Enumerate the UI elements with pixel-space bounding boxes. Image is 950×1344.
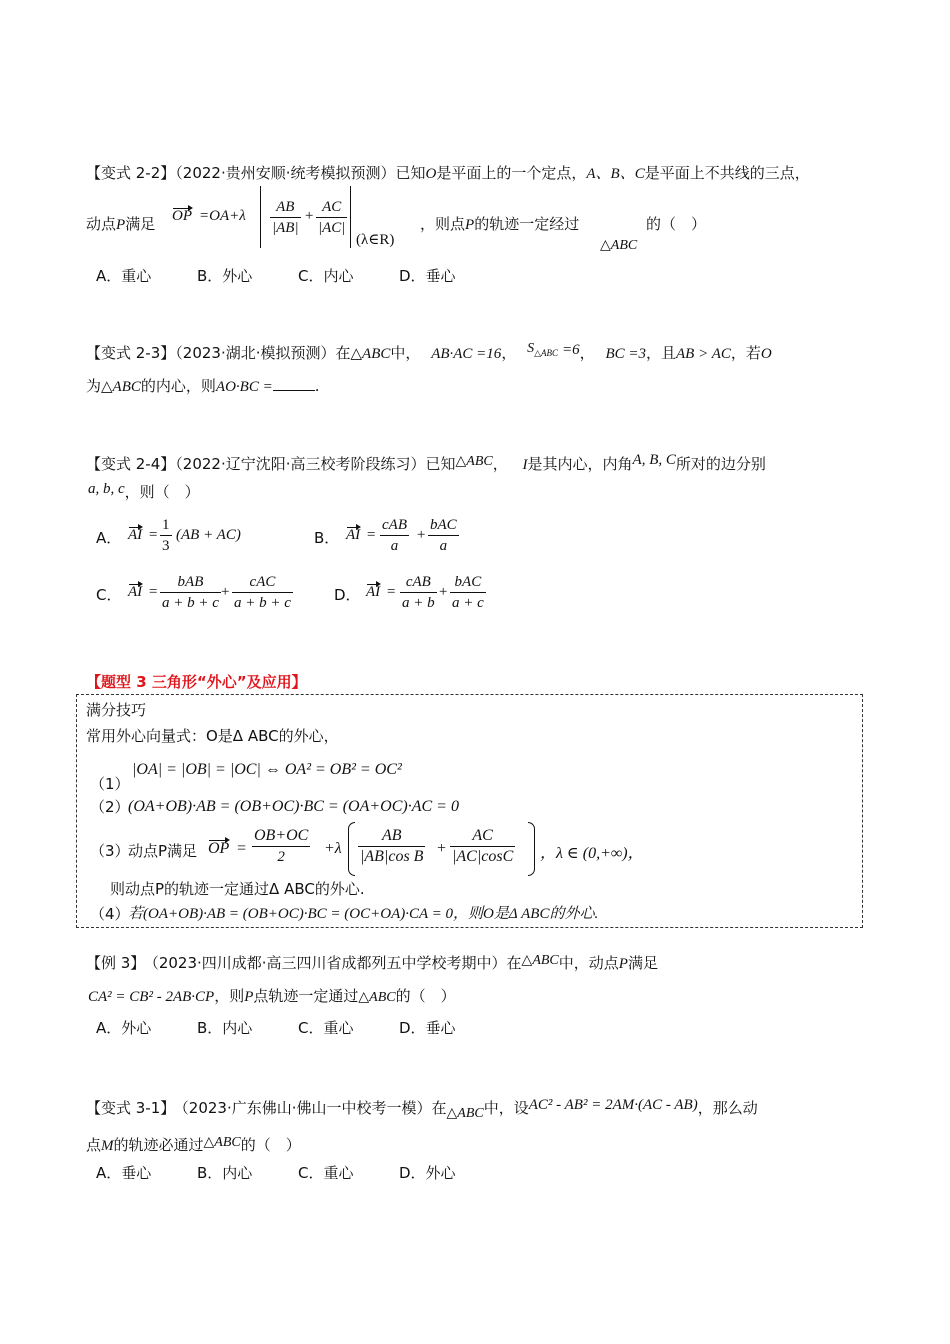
- v22-lambda-cond: (λ∈R): [356, 232, 395, 248]
- v31-var-m: M: [101, 1138, 114, 1154]
- v22-plus: +: [304, 208, 315, 224]
- v23-text5: 为: [86, 377, 102, 395]
- v24-optb-frac1: [380, 515, 409, 556]
- v24-optd-f2d: a + c: [452, 595, 484, 611]
- ex3-text3: 满足: [627, 954, 658, 972]
- v24-opta-den: 3: [162, 538, 170, 554]
- v22-text2: 是平面上的一个定点，: [436, 164, 587, 182]
- v31-source: （2023·广东佛山·佛山一中校考一模）: [181, 1099, 432, 1117]
- v23-triangle: △ABC: [350, 346, 391, 362]
- v22-option-a: A．重心: [96, 267, 152, 285]
- v24-line1: 【变式 2-4】（2022·辽宁沈阳·高三校考阶段练习）已知△ABC， I是其内心，内角A, B, C所对的边分别: [86, 452, 766, 473]
- v22-paren-right: [350, 186, 353, 248]
- v22-text8: 的（ ）: [646, 215, 707, 233]
- v31-text4: 点: [86, 1136, 102, 1154]
- t3-i3-frac2: [358, 826, 425, 867]
- t3-intro: 常用外心向量式：O是Δ ABC的外心，: [86, 727, 339, 745]
- v22-source: （2022·贵州安顺·统考模拟预测）: [175, 164, 396, 182]
- v22-formula-eq: =OA+λ: [199, 208, 246, 224]
- v22-line2: [86, 214, 155, 235]
- v22-text3: 是平面上不共线的三点，: [644, 164, 810, 182]
- v24-optd-f1d: a + b: [402, 595, 435, 611]
- v31-option-c: C．重心: [298, 1164, 354, 1182]
- v24-label: 【变式 2-4】: [86, 455, 176, 473]
- v24-optc-f1d: a + b + c: [162, 595, 219, 611]
- v22-option-b: B．外心: [197, 267, 253, 285]
- t3-i4-expr: 若(OA+OB)·AB = (OB+OC)·BC = (OC+OA)·CA = 0，则O是Δ ABC的外心.: [128, 906, 599, 922]
- ex3-triangle: △ABC: [521, 953, 559, 968]
- v24-text2: 是其内心，内角: [527, 455, 633, 473]
- v23-text6: 的内心，则: [140, 377, 216, 395]
- t3-box-title: 满分技巧: [86, 701, 147, 719]
- v24-opta-eq: =: [148, 527, 159, 543]
- ex3-text4: ，则: [214, 987, 245, 1005]
- v22-var-p2: P: [465, 217, 475, 233]
- v24-optb-lhs: AI: [346, 527, 361, 543]
- v22-option-c: C．内心: [298, 267, 354, 285]
- v22-frac2-num: AC: [316, 197, 347, 218]
- v22-frac1-den: |AB|: [272, 220, 299, 236]
- t3-i3-line2: 则动点P的轨迹一定通过Δ ABC的外心.: [110, 880, 365, 898]
- v23-dot-expr: AB·AC =16: [431, 346, 502, 362]
- v22-label: 【变式 2-2】: [86, 164, 176, 182]
- v31-option-a: A．垂心: [96, 1164, 152, 1182]
- v22-var-p: P: [116, 217, 126, 233]
- v24-optd-lhs: AI: [366, 584, 381, 600]
- v24-optc-f1n: bAB: [160, 572, 221, 593]
- ex3-line2: [88, 986, 456, 1008]
- v24-opta-lhs: AI: [128, 527, 143, 543]
- v24-optd-label: D．: [334, 586, 361, 604]
- v22-text5: 满足: [125, 215, 156, 233]
- v24-optc-frac1: [160, 572, 221, 613]
- v22-text7: 的轨迹一定经过: [474, 215, 580, 233]
- v24-optd-f2n: bAC: [450, 572, 486, 593]
- v24-optd-frac1: [400, 572, 437, 613]
- v23-line1: 【变式 2-3】（2023·湖北·模拟预测）在△ABC中， AB·AC =16， S△ABC =6， BC =3，且AB > AC，若O: [86, 341, 772, 362]
- v24-optb-f1d: a: [390, 538, 399, 554]
- v31-option-b: B．内心: [197, 1164, 253, 1182]
- v24-optc-frac2: [232, 572, 293, 613]
- v24-sides: a, b, c: [88, 481, 125, 497]
- v22-paren-left: [260, 186, 263, 248]
- v24-text4: ，则（ ）: [124, 483, 200, 501]
- v31-text1: 在: [431, 1099, 447, 1117]
- ex3-option-c: C．重心: [298, 1019, 354, 1037]
- v24-text1: 已知: [425, 455, 456, 473]
- t3-i3-f2n: AB: [358, 826, 425, 847]
- ex3-label: 【例 3】: [86, 954, 146, 972]
- v31-line2: [86, 1135, 301, 1157]
- v24-optb-f2d: a: [439, 538, 448, 554]
- v24-optc-f2n: cAC: [232, 572, 293, 593]
- v22-option-d: D．垂心: [399, 267, 456, 285]
- ex3-var-p: P: [618, 956, 628, 972]
- t3-i3-paren-left: [348, 822, 355, 876]
- v22-text1: 已知: [395, 164, 426, 182]
- t3-i3-f3n: AC: [450, 826, 515, 847]
- v31-text5: 的轨迹必通过: [113, 1136, 204, 1154]
- ex3-var-p2: P: [244, 989, 254, 1005]
- v24-optb-label: B．: [314, 529, 340, 547]
- v31-label: 【变式 3-1】: [86, 1099, 176, 1117]
- v31-expr: AC² - AB² = 2AM·(AC - AB): [528, 1097, 698, 1113]
- v31-line1: [86, 1098, 758, 1120]
- ex3-line1: [86, 953, 658, 975]
- ex3-option-b: B．内心: [197, 1019, 253, 1037]
- t3-i4-label: （4）: [90, 905, 130, 923]
- v22-frac1: [270, 197, 301, 238]
- v24-source: （2022·辽宁沈阳·高三校考阶段练习）: [175, 455, 426, 473]
- v24-opta-frac: [160, 515, 172, 556]
- t3-i2-expr: (OA+OB)·AB = (OB+OC)·BC = (OA+OC)·AC = 0: [128, 798, 459, 815]
- t3-i3-frac3: [450, 826, 515, 867]
- v31-text6: 的（ ）: [240, 1136, 301, 1154]
- v24-triangle: △ABC: [455, 454, 493, 469]
- v23-text3: ，且: [646, 344, 677, 362]
- t3-title: 【题型 3 三角形“外心”及应用】: [86, 673, 307, 691]
- v24-optb-frac2: [428, 515, 459, 556]
- t3-i2-label: （2）: [90, 798, 130, 816]
- v24-angles: A, B, C: [632, 452, 676, 468]
- v23-label: 【变式 2-3】: [86, 344, 176, 362]
- v22-frac2: [316, 197, 347, 238]
- v22-var-abc: A、B、C: [586, 166, 645, 182]
- v22-triangle: △ABC: [600, 238, 638, 253]
- v23-source: （2023·湖北·模拟预测）: [175, 344, 336, 362]
- t3-i1-expr: |OA| = |OB| = |OC| ⇔ OA² = OB² = OC²: [132, 761, 402, 778]
- v23-triangle2: △ABC: [101, 379, 141, 395]
- t3-i3-eq: =: [236, 840, 247, 857]
- ex3-text5: 点轨迹一定通过: [253, 987, 359, 1005]
- v23-answer-blank[interactable]: [273, 376, 315, 391]
- v24-optc-label: C．: [96, 586, 122, 604]
- t3-i3-text: 动点P满足: [128, 842, 198, 860]
- v24-optd-frac2: [450, 572, 486, 613]
- v22-var-o: O: [425, 166, 437, 182]
- v22-frac1-num: AB: [270, 197, 301, 218]
- v23-area-val: =6: [562, 342, 580, 358]
- t3-i3-f3d: |AC|cosC: [452, 848, 514, 865]
- v31-option-d: D．外心: [399, 1164, 456, 1182]
- v23-text4: ，若: [730, 344, 761, 362]
- v24-line2: [88, 482, 200, 503]
- v24-text3: 所对的边分别: [675, 455, 766, 473]
- t3-i3-paren-right: [528, 822, 535, 876]
- v24-optb-f1n: cAB: [380, 515, 409, 536]
- v23-var-o: O: [760, 346, 772, 362]
- v24-optc-f2d: a + b + c: [234, 595, 291, 611]
- v23-text2: 中，: [390, 344, 421, 362]
- v31-text3: ，那么动: [697, 1099, 758, 1117]
- ex3-source: （2023·四川成都·高三四川省成都列五中学校考期中）: [151, 954, 507, 972]
- v31-triangle2: △ABC: [203, 1135, 241, 1150]
- ex3-text6: 的（ ）: [395, 987, 456, 1005]
- ex3-option-a: A．外心: [96, 1019, 152, 1037]
- v22-line2b: [420, 214, 579, 235]
- v23-line2: [86, 376, 319, 397]
- v23-ask: AO·BC =: [215, 379, 273, 395]
- ex3-text2: 中，动点: [558, 954, 619, 972]
- ex3-expr: CA² = CB² - 2AB·CP: [88, 989, 215, 1005]
- v24-optc-lhs: AI: [128, 584, 143, 600]
- v23-bc: BC =3: [605, 346, 646, 362]
- v23-area-s: S: [527, 341, 535, 356]
- v23-text1: 在: [335, 344, 351, 362]
- v23-end: .: [314, 377, 320, 395]
- ex3-option-d: D．垂心: [399, 1019, 456, 1037]
- v31-triangle: △ABC: [446, 1106, 484, 1121]
- v22-text6: ，则点: [420, 215, 466, 233]
- t3-i3-f1n: OB+OC: [252, 826, 310, 847]
- v24-opta-num: 1: [160, 515, 172, 536]
- v22-frac2-den: |AC|: [318, 220, 346, 236]
- v23-area-sub: △ABC: [534, 348, 559, 358]
- v24-optd-f1n: cAB: [400, 572, 437, 593]
- v22-formula-op: OP: [172, 208, 192, 224]
- v24-var-i: I: [522, 457, 528, 473]
- v24-opta-label: A．: [96, 529, 122, 547]
- t3-i3-label: （3）: [90, 842, 130, 860]
- v22-text4: 动点: [86, 215, 117, 233]
- t3-i1-label: （1）: [90, 775, 130, 793]
- v24-opta-rest: (AB + AC): [176, 527, 241, 543]
- t3-i3-f2d: |AB|cos B: [360, 848, 424, 865]
- v22-line1: [86, 163, 810, 184]
- ex3-text1: 在: [506, 954, 522, 972]
- t3-i3-cond: ，λ ∈ (0,+∞)，: [540, 845, 644, 862]
- v24-optb-f2n: bAC: [428, 515, 459, 536]
- v23-ineq: AB > AC: [676, 346, 731, 362]
- t3-i3-frac1: [252, 826, 310, 867]
- t3-i3-lhs: OP: [208, 840, 230, 857]
- t3-i3-plus: +λ: [324, 840, 342, 857]
- v31-text2: 中，设: [483, 1099, 529, 1117]
- t3-i3-f1d: 2: [277, 849, 285, 865]
- ex3-triangle2: △ABC: [358, 990, 396, 1005]
- t3-i3: （3） 动点P满足 OP = $\frac{OB+OC}{2}$ +λ $\frac{AB}{\text{|AB|cos B}}$ + $\frac{AC}{|AC|\cos C}$ ，λ ∈ (0,+∞)，: [90, 822, 850, 878]
